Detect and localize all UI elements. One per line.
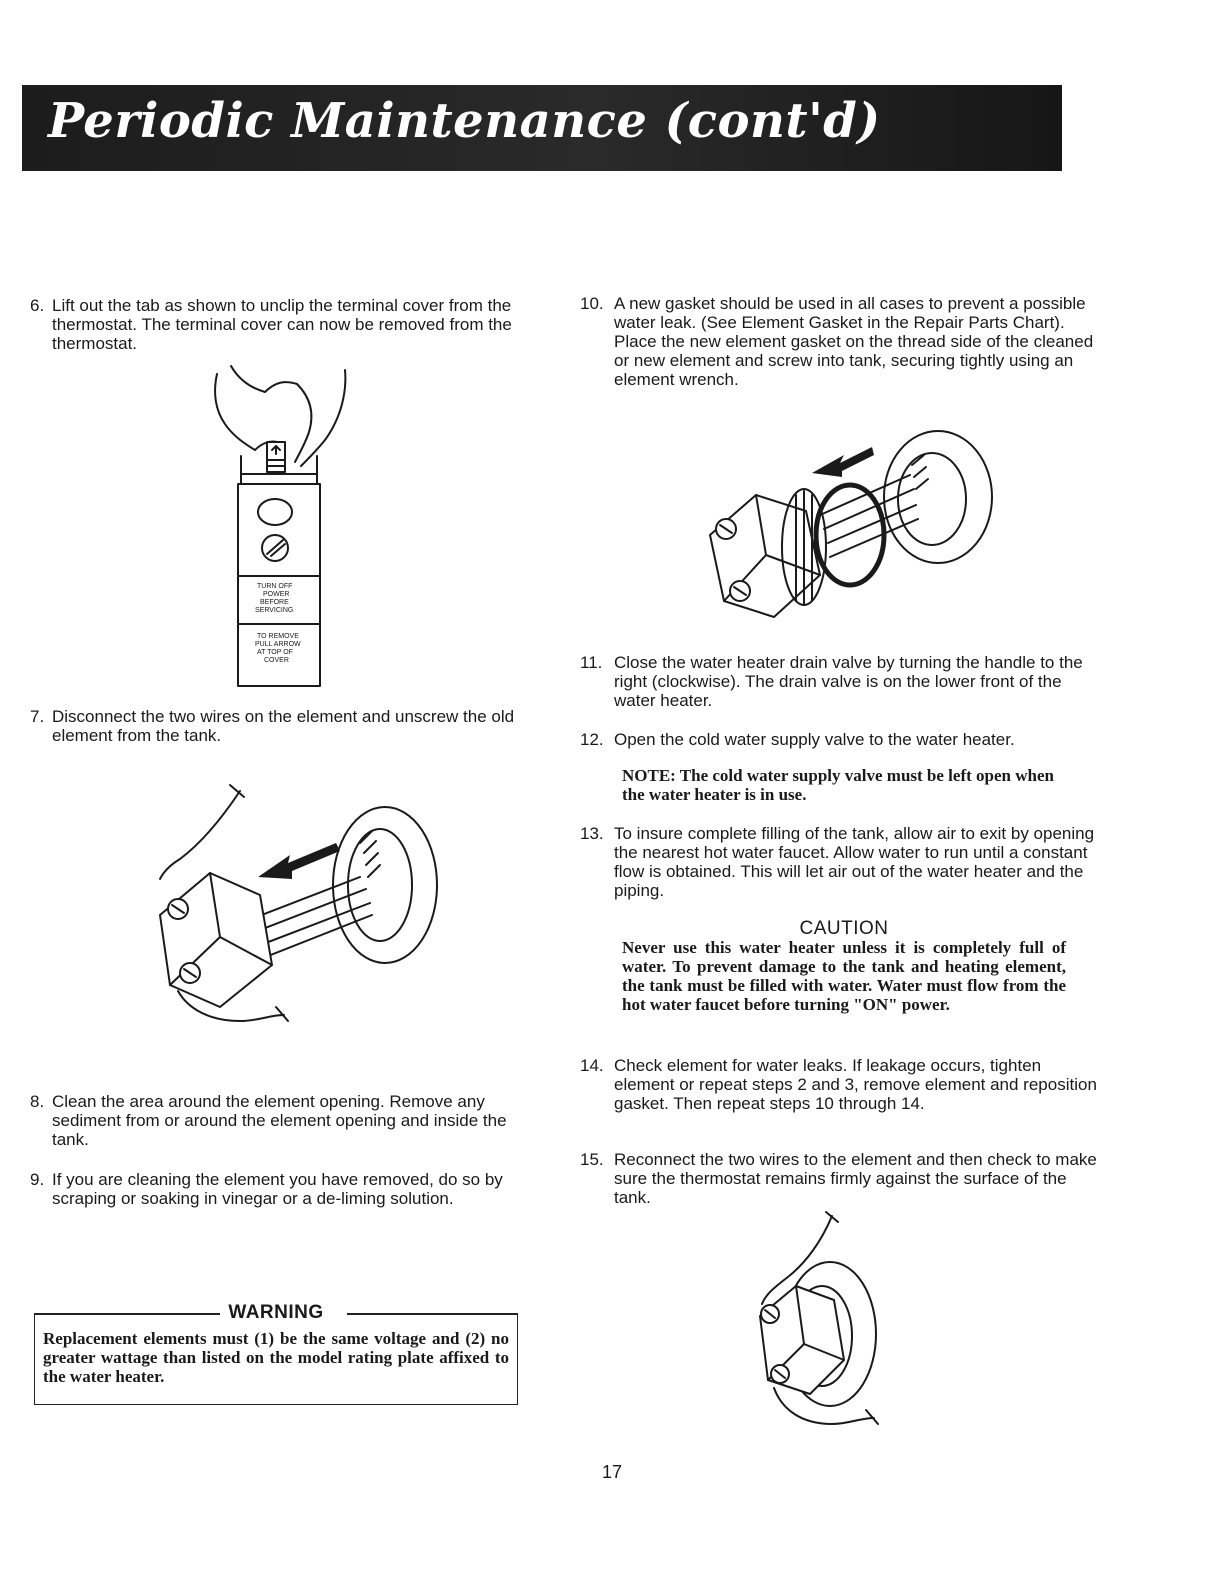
svg-text:SERVICING: SERVICING [255,607,294,614]
step-number: 12. [580,730,604,749]
header-banner [22,85,1062,171]
element-installation-illustration [700,425,1000,640]
svg-text:COVER: COVER [264,657,289,664]
step-number: 15. [580,1150,604,1169]
step-text: Disconnect the two wires on the element and unscrew the old element from the tank. [52,707,515,745]
step-9 [30,1170,542,1208]
step-text: A new gasket should be used in all cases to prevent a possible water leak. (See Element Gasket in the Repair Parts Chart). Place the new element gasket on the thread side of the cleaned or new element and screw into tank, securing tightly using an element wrench. [614,294,1094,389]
step-8 [30,1092,542,1149]
step-text: Lift out the tab as shown to unclip the terminal cover from the thermostat. The terminal cover can now be removed from the thermostat. [52,296,512,353]
step-11 [580,653,1098,710]
step-text: Reconnect the two wires to the element and then check to make sure the thermostat remains firmly against the surface of the tank. [614,1150,1097,1207]
reconnect-wires-illustration [740,1210,900,1440]
step-6 [30,296,542,353]
page-title: Periodic Maintenance (cont'd) [48,93,881,149]
step-text: Clean the area around the element opening. Remove any sediment from or around the element opening and inside the tank. [52,1092,507,1149]
step-text: If you are cleaning the element you have removed, do so by scraping or soaking in vinegar or a de-liming solution. [52,1170,503,1208]
note-text: NOTE: The cold water supply valve must be left open when the water heater is in use. [622,766,1054,804]
step-number: 10. [580,294,604,313]
caution-text: Never use this water heater unless it is completely full of water. To prevent damage to the tank and heating element, the tank must be filled with water. Water must flow from the hot water faucet before turning "ON" power. [622,938,1066,1014]
warning-text: Replacement elements must (1) be the same voltage and (2) no greater wattage than listed on the model rating plate affixed to the water heater. [43,1329,509,1386]
svg-text:BEFORE: BEFORE [260,599,289,606]
step-number: 13. [580,824,604,843]
step-14 [580,1056,1098,1113]
svg-text:POWER: POWER [263,591,290,598]
step-number: 9. [30,1170,45,1189]
thermostat-cover-illustration [205,362,355,692]
step-10 [580,294,1098,389]
caution-title: CAUTION [799,918,889,939]
step-number: 14. [580,1056,604,1075]
step-text: Check element for water leaks. If leakage occurs, tighten element or repeat steps 2 and 3, remove element and reposition gasket. Then repeat steps 10 through 14. [614,1056,1097,1113]
warning-box [34,1302,518,1405]
step-text: To insure complete filling of the tank, allow air to exit by opening the nearest hot water faucet. Allow water to run until a constant flow is obtained. This will let air out of the water heater and the piping. [614,824,1095,900]
step-13 [580,824,1098,900]
svg-text:AT TOP OF: AT TOP OF [257,649,293,656]
step-number: 11. [580,653,603,672]
step-15 [580,1150,1098,1207]
step-7 [30,707,542,745]
step-text: Open the cold water supply valve to the water heater. [614,730,1015,749]
element-removal-illustration [140,785,450,1045]
step-number: 6. [30,296,45,315]
svg-text:TURN OFF: TURN OFF [257,583,293,590]
step-number: 8. [30,1092,45,1111]
step-12 [580,730,1098,749]
warning-title: WARNING [228,1302,324,1323]
step-number: 7. [30,707,45,726]
svg-text:TO REMOVE: TO REMOVE [257,633,299,640]
svg-text:PULL ARROW: PULL ARROW [255,641,301,648]
page-number: 17 [601,1462,623,1482]
step-text: Close the water heater drain valve by turning the handle to the right (clockwise). The drain valve is on the lower front of the water heater. [614,653,1083,710]
